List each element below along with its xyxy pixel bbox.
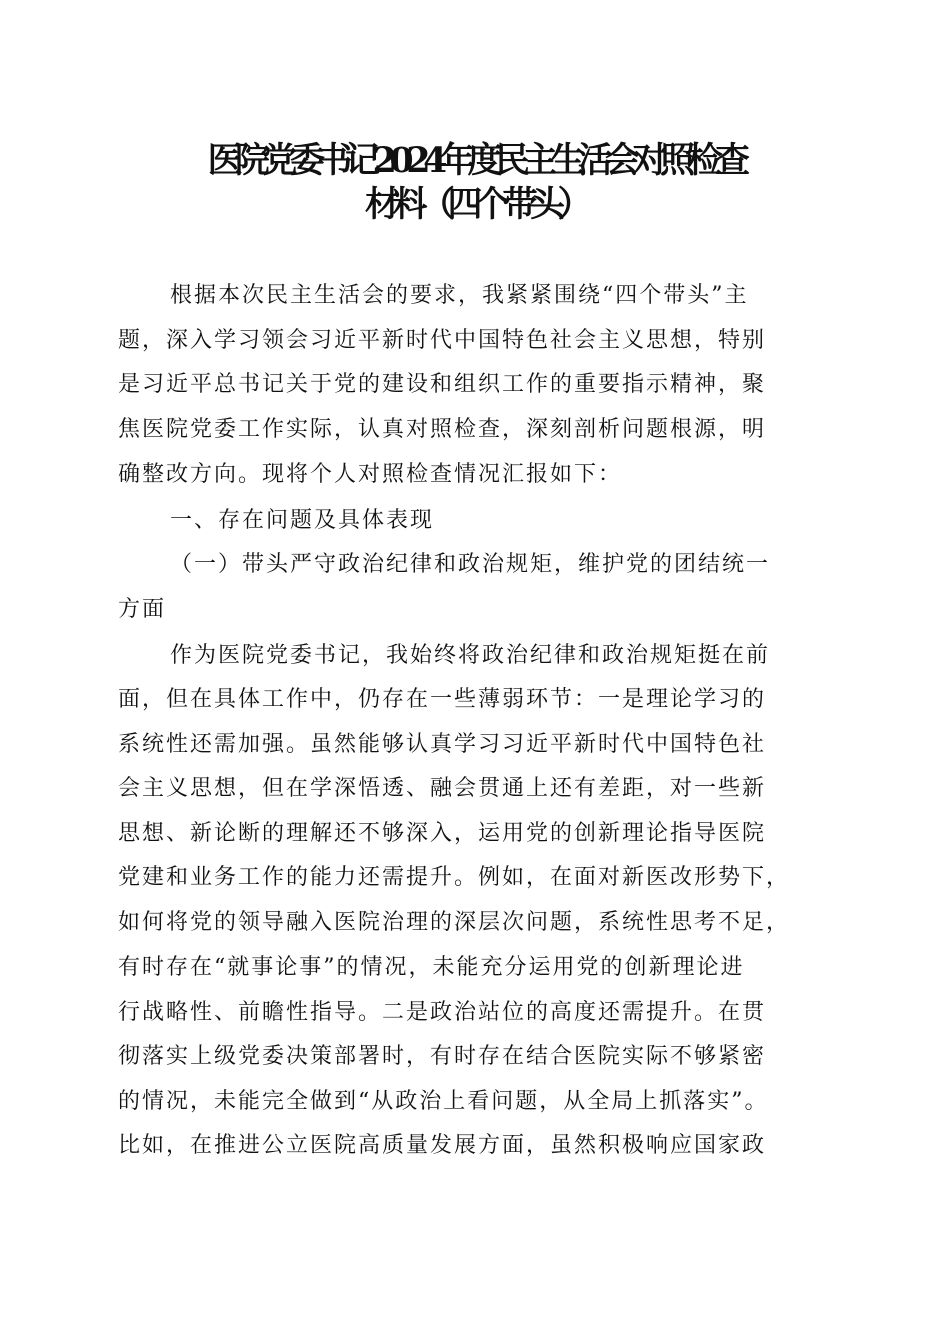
- subsection-heading-line: （一）带头严守政治纪律和政治规矩，维护党的团结统一: [170, 552, 771, 577]
- body-paragraph-line: 党建和业务工作的能力还需提升。例如，在面对新医改形势下，: [118, 865, 791, 890]
- body-paragraph-line: 会主义思想，但在学深悟透、融会贯通上还有差距，对一些新: [118, 776, 767, 801]
- document-title-line-1: 医院党委书记2024年度民主生活会对照检查: [207, 140, 743, 181]
- body-paragraph-line: 的情况，未能完全做到“从政治上看问题，从全局上抓落实”。: [118, 1089, 769, 1114]
- subsection-heading-line: 方面: [118, 597, 167, 622]
- body-paragraph-line: 系统性还需加强。虽然能够认真学习习近平新时代中国特色社: [118, 732, 767, 757]
- body-paragraph-line: 有时存在“就事论事”的情况，未能充分运用党的创新理论进: [118, 955, 745, 980]
- intro-paragraph-line: 题，深入学习领会习近平新时代中国特色社会主义思想，特别: [118, 328, 767, 353]
- body-paragraph-line: 作为医院党委书记，我始终将政治纪律和政治规矩挺在前: [170, 643, 771, 668]
- intro-paragraph-line: 是习近平总书记关于党的建设和组织工作的重要指示精神，聚: [118, 372, 767, 397]
- intro-paragraph-line: 焦医院党委工作实际，认真对照检查，深刻剖析问题根源，明: [118, 417, 767, 442]
- body-paragraph-line: 彻落实上级党委决策部署时，有时存在结合医院实际不够紧密: [118, 1044, 767, 1069]
- body-paragraph-line: 如何将党的领导融入医院治理的深层次问题，系统性思考不足，: [118, 910, 791, 935]
- body-paragraph-line: 面，但在具体工作中，仍存在一些薄弱环节：一是理论学习的: [118, 687, 767, 712]
- body-paragraph-line: 思想、新论断的理解还不够深入，运用党的创新理论指导医院: [118, 821, 767, 846]
- body-paragraph-line: 比如，在推进公立医院高质量发展方面，虽然积极响应国家政: [118, 1133, 767, 1158]
- intro-paragraph-line: 确整改方向。现将个人对照检查情况汇报如下：: [118, 462, 623, 487]
- section-heading: 一、存在问题及具体表现: [170, 508, 435, 533]
- intro-paragraph-line: 根据本次民主生活会的要求，我紧紧围绕“四个带头”主: [170, 283, 749, 308]
- document-title-line-2: 材料（四个带头）: [364, 184, 585, 225]
- body-paragraph-line: 行战略性、前瞻性指导。二是政治站位的高度还需提升。在贯: [118, 1000, 767, 1025]
